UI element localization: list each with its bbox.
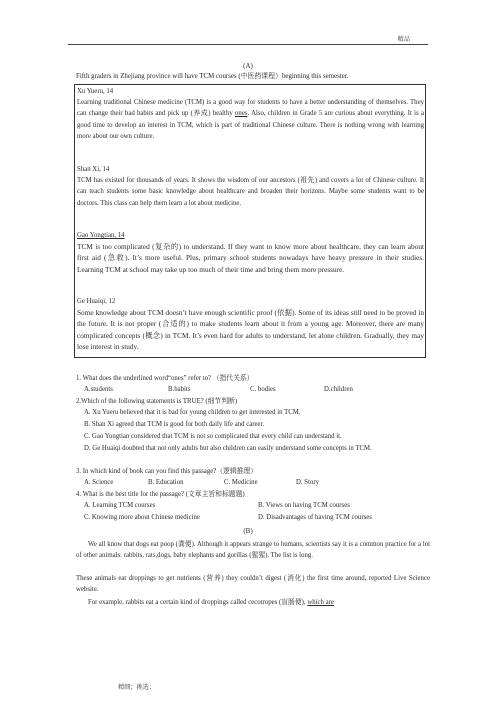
opinion-ge-huaiqi — [77, 296, 424, 352]
opinion-name: Gao Yongtian, 14 — [77, 232, 125, 239]
option-c[interactable]: C. bodies — [250, 386, 276, 393]
section-b-paragraph-1: We all know that dogs eat poop (粪便). Although it appears strange to humans, scientists say it is a common practice for a lot of other animals: rabbits, rats,dogs, baby elephants and gorillas (猩猩). The list is long. — [76, 541, 430, 559]
question-1-options — [84, 386, 424, 396]
option-b[interactable]: B. Views on having TCM courses — [258, 502, 350, 509]
section-a-title: (A) — [243, 62, 253, 70]
opinion-name: Shan Xi, 14 — [77, 166, 110, 173]
question-3-options — [84, 479, 424, 489]
question-1-stem: 1. What does the underlined word“ones” refer to? （指代关系） — [76, 375, 254, 382]
opinion-text: Some knowledge about TCM doesn’t have enough scientific proof (依据). Some of its ideas still need to be proved in the future. It is not proper (合适的) to make students learn about it from a young age. Moreover, there are many complicated concepts (概念) in TCM. It’s even hard for adults to understand, let alone children. Gradually, they may lose interest in study. — [77, 308, 424, 351]
option-a[interactable]: A. Science — [84, 479, 114, 486]
option-c[interactable]: C. Knowing more about Chinese medicine — [84, 514, 200, 521]
option-d[interactable]: D. Story — [296, 479, 320, 486]
question-2-option-a[interactable]: A. Xu Yueru believed that it is bad for young children to get interested in TCM. — [84, 409, 301, 416]
question-2-option-b[interactable]: B. Shan Xi agreed that TCM is good for both daily life and career. — [84, 421, 265, 428]
option-d[interactable]: D.children — [324, 386, 353, 393]
question-2-stem: 2.Which of the following statements is TRUE? (细节判断) — [76, 398, 238, 405]
option-c[interactable]: C. Medicine — [224, 479, 258, 486]
question-2-option-c[interactable]: C. Gao Yongtian considered that TCM is not so complicated that every child can understand it. — [84, 433, 342, 440]
underlined-phrase: which are — [307, 599, 334, 606]
opinion-text-part: Learning traditional Chinese medicine (TCM) is a good way for students to have a better understanding of themselves. They can change their bad habits and pick up (养成) healthy — [77, 99, 424, 118]
question-2-option-d[interactable]: D. Ge Huaiqi doubted that not only adults but also children can easily understand some concepts in TCM. — [84, 445, 372, 452]
section-b-title: (B) — [243, 527, 253, 535]
opinion-text-part: . Also, children in Grade 5 are curious about everything. It is a good time to develop an interest in TCM, which is part of traditional Chinese culture. There is nothing wrong with learning more about our own culture. — [77, 110, 424, 140]
option-a[interactable]: A. Learning TCM courses — [84, 502, 156, 509]
underlined-word: ones — [235, 110, 248, 118]
section-b-paragraph-2: These animals eat droppings to get nutrients (营养) they couldn’t digest (消化) the first time around, reported Live Science website. — [76, 575, 430, 593]
question-4-options-row1 — [84, 502, 424, 512]
opinion-xu-yueru — [77, 86, 424, 142]
header-rule — [68, 44, 428, 45]
question-4-options-row2 — [84, 514, 424, 524]
opinion-shan-xi — [77, 164, 424, 209]
opinion-text: TCM is too complicated (复杂的) to understand. If they want to know more about healthcare, they can learn about first aid (急救). It’s more useful. Plus, primary school students nowadays have heavy pressure in their studies. Learning TCM at school may take up too much of their time and bring them more pressure. — [77, 242, 424, 274]
section-a-intro: Fifth graders in Zhejiang province will have TCM courses (中医药课程）beginning this semester. — [76, 73, 349, 80]
option-a[interactable]: A.students — [84, 386, 113, 393]
option-b[interactable]: B. Education — [148, 479, 184, 486]
option-d[interactable]: D. Disadvantages of having TCM courses — [258, 514, 372, 521]
opinion-text: TCM has existed for thousands of years. It shows the wisdom of our ancestors (祖先) and covers a lot of Chinese culture. It can teach students some basic knowledge about healthcare and broaden their horizons. Maybe some students want to be doctors. This class can help them learn a lot about medicine. — [77, 177, 424, 207]
opinion-name: Xu Yueru, 14 — [77, 88, 114, 95]
page-header-label: 精品 — [397, 36, 410, 43]
page-footer-label: 精细；挑选； — [118, 684, 156, 691]
question-4-stem: 4. What is the best title for the passage? (文章主旨和标题题) — [76, 491, 245, 498]
opinion-gao-yongtian — [77, 230, 424, 275]
opinion-text — [77, 97, 424, 142]
opinion-name: Ge Huaiqi, 12 — [77, 298, 116, 305]
option-b[interactable]: B.habits — [168, 386, 191, 393]
section-b-paragraph-3 — [76, 597, 430, 608]
paragraph-text: For example, rabbits eat a certain kind of droppings called cecotropes (盲肠便), — [88, 599, 308, 606]
question-3-stem: 3. In which kind of book can you find this passage?（逻辑推理） — [76, 468, 258, 475]
